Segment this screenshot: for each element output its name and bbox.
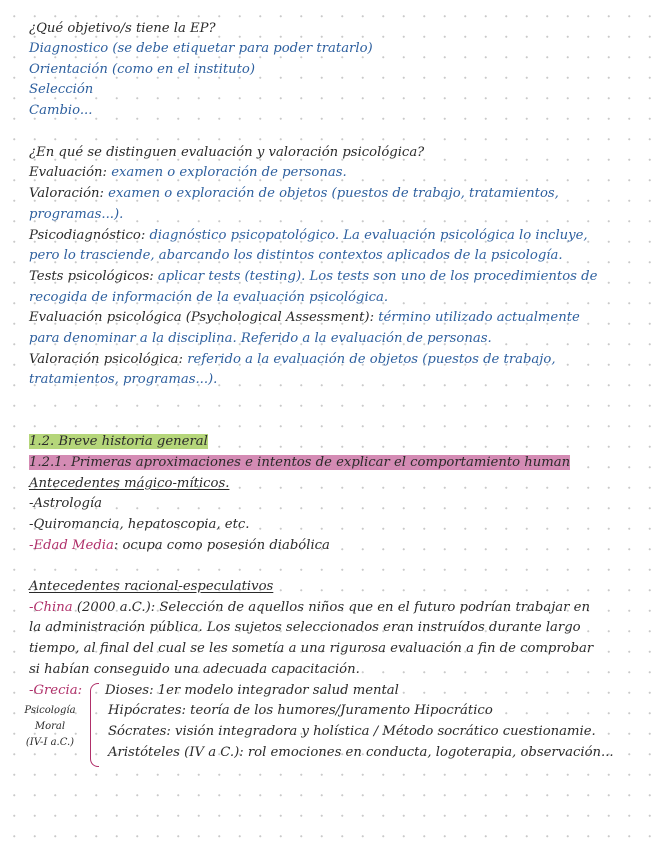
- term-tests: Tests psicológicos:: [29, 269, 154, 284]
- heading-breve-historia-text: 1.2. Breve historia general: [29, 434, 208, 449]
- def-evaluacion-psicologica: [29, 308, 580, 328]
- list-item-diagnostico: Diagnostico (se debe etiquetar para poder tratarlo): [29, 41, 373, 56]
- list-item-quiromancia: -Quiromancia, hepatoscopia, etc.: [29, 517, 250, 532]
- def-evaluacion-psicologica-text: término utilizado actualmente: [374, 310, 580, 325]
- def-tests: [29, 267, 597, 287]
- list-item-seleccion: Selección: [29, 82, 94, 97]
- def-valoracion-psicologica-cont: tratamientos, programas...).: [29, 372, 218, 387]
- def-tests-cont: recogida de información de la evaluación psicológica.: [29, 290, 389, 305]
- term-valoracion-psicologica: Valoración psicológica:: [29, 352, 183, 367]
- def-evaluacion: [29, 163, 347, 183]
- def-psicodiagnostico: [29, 226, 588, 246]
- term-evaluacion-psicologica: Evaluación psicológica (Psychological Assessment):: [29, 310, 375, 325]
- subheading-primeras-aproximaciones: [29, 453, 570, 473]
- title-antecedentes-magicos: Antecedentes mágico-míticos.: [29, 476, 230, 491]
- china-paragraph-line-3: tiempo, al final del cual se les sometía a una rigurosa evaluación a fin de comprobar: [29, 641, 594, 656]
- def-valoracion: [29, 184, 559, 204]
- list-item-edad-media: [29, 536, 330, 556]
- term-evaluacion: Evaluación:: [29, 165, 107, 180]
- list-item-astrologia: -Astrología: [29, 496, 102, 511]
- def-valoracion-psicologica-text: referido a la evaluación de objetos (puestos de trabajo,: [183, 352, 556, 367]
- term-psicodiagnostico: Psicodiagnóstico:: [29, 228, 146, 243]
- term-china: -China: [29, 600, 73, 615]
- def-edad-media: : ocupa como posesión diabólica: [113, 538, 330, 553]
- grecia-item-aristoteles: Aristóteles (IV a C.): rol emociones en conducta, logoterapia, observación...: [108, 745, 614, 760]
- def-psicodiagnostico-cont: pero lo trasciende, abarcando los distintos contextos aplicados de la psicología.: [29, 248, 563, 263]
- subheading-primeras-aproximaciones-text: 1.2.1. Primeras aproximaciones e intentos de explicar el comportamiento human: [29, 455, 571, 470]
- grecia-side-note-3: (IV-I a.C.): [25, 737, 75, 748]
- heading-breve-historia: [29, 432, 208, 452]
- def-valoracion-text: examen o exploración de objetos (puestos de trabajo, tratamientos,: [103, 186, 559, 201]
- question-distinguen: ¿En qué se distinguen evaluación y valoración psicológica?: [29, 145, 425, 160]
- china-paragraph-line-1: [29, 598, 590, 618]
- def-valoracion-cont: programas...).: [29, 207, 124, 222]
- term-edad-media: -Edad Media: [29, 538, 114, 553]
- grecia-item-socrates: Sócrates: visión integradora y holística / Método socrático cuestionamie.: [108, 724, 596, 739]
- title-antecedentes-racionales: Antecedentes racional-especulativos: [29, 579, 274, 594]
- def-evaluacion-text: examen o exploración de personas.: [107, 165, 347, 180]
- list-item-cambio: Cambio...: [29, 103, 93, 118]
- grecia-side-note-1: Psicología: [24, 705, 76, 716]
- grecia-side-note-2: Moral: [34, 721, 66, 732]
- def-psicodiagnostico-text: diagnóstico psicopatológico. La evaluación psicológica lo incluye,: [145, 228, 588, 243]
- term-valoracion: Valoración:: [29, 186, 104, 201]
- term-grecia: -Grecia:: [29, 683, 83, 698]
- list-item-orientacion: Orientación (como en el instituto): [29, 62, 256, 77]
- def-tests-text: aplicar tests (testing). Los tests son uno de los procedimientos de: [153, 269, 598, 284]
- question-objetivos: ¿Qué objetivo/s tiene la EP?: [29, 21, 216, 36]
- china-text-1: (2000 a.C.): Selección de aquellos niños que en el futuro podrían trabajar en: [72, 600, 590, 615]
- grecia-item-dioses: Dioses: 1er modelo integrador salud mental: [105, 683, 399, 698]
- china-paragraph-line-2: la administración pública. Los sujetos seleccionados eran instruídos durante largo: [29, 620, 581, 635]
- china-paragraph-line-4: si habían conseguido una adecuada capacitación.: [29, 662, 360, 677]
- def-evaluacion-psicologica-cont: para denominar a la disciplina. Referido a la evaluación de personas.: [29, 331, 492, 346]
- def-valoracion-psicologica: [29, 350, 556, 370]
- grecia-item-hipocrates: Hipócrates: teoría de los humores/Juramento Hipocrático: [108, 703, 493, 718]
- grecia-brace: [90, 683, 99, 767]
